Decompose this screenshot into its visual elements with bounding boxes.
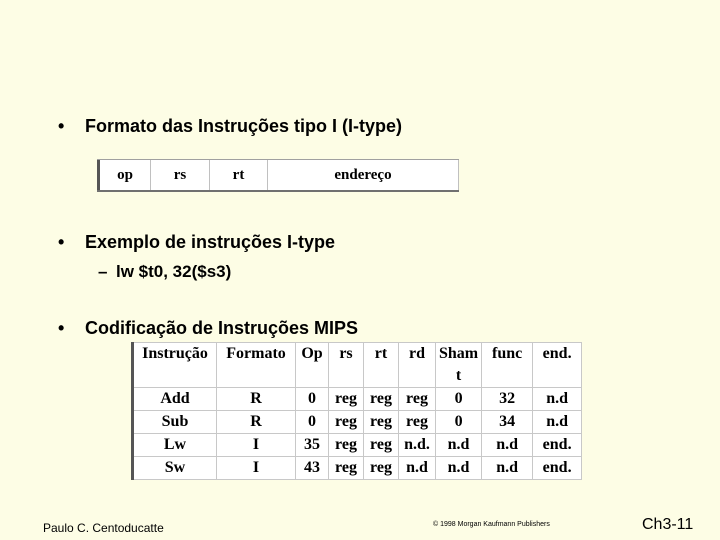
table-cell: n.d (482, 457, 533, 480)
table-cell: n.d (399, 457, 436, 480)
footer-author: Paulo C. Centoducatte (43, 521, 164, 535)
table-cell: reg (364, 411, 399, 434)
bullet-text: Exemplo de instruções I-type (85, 232, 336, 252)
table-header: Formato (217, 343, 296, 388)
bullet-marker: • (58, 318, 65, 338)
table-row (133, 434, 582, 457)
table-cell: I (217, 434, 296, 457)
table-header: Instrução (133, 343, 217, 388)
table-cell: reg (399, 388, 436, 411)
footer-copyright: © 1998 Morgan Kaufmann Publishers (433, 521, 550, 528)
table-cell: n.d (533, 411, 582, 434)
table-cell: 34 (482, 411, 533, 434)
table-cell: Lw (133, 434, 217, 457)
table-header: Sham t (436, 343, 482, 388)
table-header: rs (329, 343, 364, 388)
table-row (133, 388, 582, 411)
bullet-mips-encoding (58, 318, 358, 339)
table-cell: 0 (296, 388, 329, 411)
table-header: rd (399, 343, 436, 388)
bullet-text: Formato das Instruções tipo I (I-type) (85, 116, 403, 136)
table-header: Op (296, 343, 329, 388)
table-cell: 43 (296, 457, 329, 480)
table-cell: 0 (436, 411, 482, 434)
table-cell: Add (133, 388, 217, 411)
table-cell: reg (329, 388, 364, 411)
mips-encoding-table (131, 342, 582, 480)
format-field-rt: rt (210, 160, 268, 190)
table-cell: 0 (296, 411, 329, 434)
bullet-itype-example (58, 232, 335, 253)
table-header: end. (533, 343, 582, 388)
table-cell: end. (533, 434, 582, 457)
table-cell: R (217, 388, 296, 411)
bullet-text: Codificação de Instruções MIPS (85, 318, 359, 338)
table-cell: 32 (482, 388, 533, 411)
table-cell: 0 (436, 388, 482, 411)
table-cell: reg (364, 388, 399, 411)
table-cell: reg (329, 457, 364, 480)
table-cell: n.d (436, 457, 482, 480)
table-cell: n.d (533, 388, 582, 411)
table-cell: Sub (133, 411, 217, 434)
table-cell: reg (329, 434, 364, 457)
table-cell: reg (364, 457, 399, 480)
table-cell: end. (533, 457, 582, 480)
table-cell: R (217, 411, 296, 434)
table-cell: reg (364, 434, 399, 457)
table-header-row (133, 343, 582, 388)
bullet-itype-format (58, 116, 402, 137)
table-cell: 35 (296, 434, 329, 457)
table-header: func (482, 343, 533, 388)
format-field-op: op (97, 160, 151, 190)
table-cell: I (217, 457, 296, 480)
table-cell: reg (329, 411, 364, 434)
table-header: rt (364, 343, 399, 388)
example-text: lw $t0, 32($s3) (116, 262, 232, 281)
format-field-rs: rs (151, 160, 210, 190)
table-cell: Sw (133, 457, 217, 480)
itype-format-diagram (97, 159, 459, 192)
sub-bullet-marker: – (98, 262, 108, 281)
table-row (133, 411, 582, 434)
table-cell: n.d (482, 434, 533, 457)
bullet-marker: • (58, 116, 65, 136)
slide-number: Ch3-11 (642, 516, 694, 533)
table-cell: n.d (436, 434, 482, 457)
table-cell: reg (399, 411, 436, 434)
format-field-endereco: endereço (268, 160, 459, 190)
table-row (133, 457, 582, 480)
example-instruction (98, 262, 231, 282)
bullet-marker: • (58, 232, 65, 252)
table-cell: n.d. (399, 434, 436, 457)
